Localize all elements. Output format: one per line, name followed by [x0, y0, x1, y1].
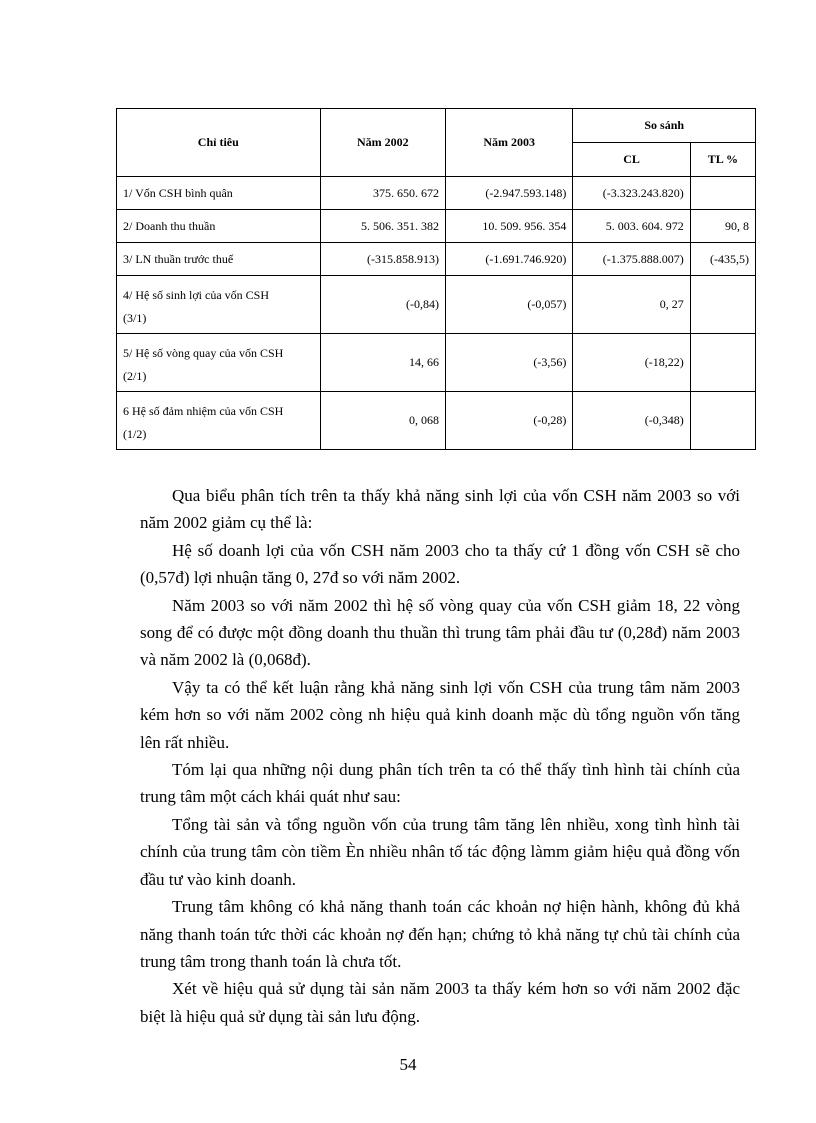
- cell-2002: (-0,84): [320, 276, 445, 334]
- cell-2003: (-0,057): [446, 276, 573, 334]
- paragraph: Vậy ta có thể kết luận rằng khả năng sinh lợi vốn CSH của trung tâm năm 2003 kém hơn so với năm 2002 còng nh hiệu quả kinh doanh mặc dù tổng nguồn vốn tăng lên rất nhiều.: [140, 677, 740, 752]
- paragraph: Tổng tài sản và tổng nguồn vốn của trung tâm tăng lên nhiều, xong tình hình tài chính của trung tâm còn tiềm Èn nhiều nhân tố tác động làmm giảm hiệu quả đồng vốn đầu tư vào kinh doanh.: [140, 814, 740, 889]
- cell-2002: 5. 506. 351. 382: [320, 210, 445, 243]
- header-year-2003: Năm 2003: [446, 109, 573, 177]
- row-label-cell: [117, 392, 321, 450]
- cell-cl: (-0,348): [573, 392, 690, 450]
- analysis-body-text: [140, 482, 740, 1030]
- cell-tl: [690, 334, 755, 392]
- row-label: 3/ LN thuần trước thuế: [117, 243, 321, 276]
- cell-cl: 0, 27: [573, 276, 690, 334]
- cell-tl: [690, 177, 755, 210]
- row-label: 4/ Hệ số sinh lợi của vốn CSH: [123, 287, 270, 302]
- paragraph: Qua biểu phân tích trên ta thấy khả năng sinh lợi của vốn CSH năm 2003 so với năm 2002 giảm cụ thể là:: [140, 486, 740, 533]
- cell-2003: (-2.947.593.148): [446, 177, 573, 210]
- table-row: [117, 334, 756, 392]
- paragraph: Tóm lại qua những nội dung phân tích trên ta có thể thấy tình hình tài chính của trung tâm một cách khái quát như sau:: [140, 760, 740, 807]
- cell-2003: (-0,28): [446, 392, 573, 450]
- table-row: [117, 210, 756, 243]
- cell-2002: 14, 66: [320, 334, 445, 392]
- row-label-formula: (3/1): [123, 310, 147, 325]
- row-label: 1/ Vốn CSH bình quân: [117, 177, 321, 210]
- row-label-formula: (2/1): [123, 368, 147, 383]
- paragraph: Hệ số doanh lợi của vốn CSH năm 2003 cho ta thấy cứ 1 đồng vốn CSH sẽ cho (0,57đ) lợi nhuận tăng 0, 27đ so với năm 2002.: [140, 540, 740, 588]
- row-label: 5/ Hệ số vòng quay của vốn CSH: [123, 345, 284, 360]
- cell-2003: 10. 509. 956. 354: [446, 210, 573, 243]
- cell-2002: 375. 650. 672: [320, 177, 445, 210]
- header-compare: So sánh: [573, 109, 756, 143]
- cell-tl: [690, 276, 755, 334]
- table-row: [117, 177, 756, 210]
- header-indicator: Chỉ tiêu: [117, 109, 321, 177]
- cell-cl: (-1.375.888.007): [573, 243, 690, 276]
- header-cl: CL: [573, 143, 690, 177]
- cell-2002: 0, 068: [320, 392, 445, 450]
- paragraph: Năm 2003 so với năm 2002 thì hệ số vòng quay của vốn CSH giảm 18, 22 vòng song để có được một đồng doanh thu thuần thì trung tâm phải đầu tư (0,28đ) năm 2003 và năm 2002 là (0,068đ).: [140, 595, 740, 670]
- table-row: [117, 243, 756, 276]
- cell-2003: (-1.691.746.920): [446, 243, 573, 276]
- cell-tl: 90, 8: [690, 210, 755, 243]
- row-label: 2/ Doanh thu thuần: [117, 210, 321, 243]
- row-label-formula: (1/2): [123, 426, 147, 441]
- cell-cl: (-18,22): [573, 334, 690, 392]
- cell-cl: (-3.323.243.820): [573, 177, 690, 210]
- row-label-cell: [117, 276, 321, 334]
- table-row: [117, 276, 756, 334]
- page-number: 54: [399, 1055, 417, 1074]
- cell-tl: [690, 392, 755, 450]
- header-tl: TL %: [690, 143, 755, 177]
- paragraph: Trung tâm không có khả năng thanh toán các khoản nợ hiện hành, không đủ khả năng thanh toán tức thời các khoản nợ đến hạn; chứng tỏ khả năng tự chủ tài chính của trung tâm trong thanh toán là chưa tốt.: [140, 897, 740, 971]
- cell-2003: (-3,56): [446, 334, 573, 392]
- row-label-cell: [117, 334, 321, 392]
- cell-cl: 5. 003. 604. 972: [573, 210, 690, 243]
- header-year-2002: Năm 2002: [320, 109, 445, 177]
- cell-2002: (-315.858.913): [320, 243, 445, 276]
- paragraph: Xét về hiệu quả sử dụng tài sản năm 2003 ta thấy kém hơn so với năm 2002 đặc biệt là hiệu quả sử dụng tài sản lưu động.: [140, 979, 740, 1026]
- row-label: 6 Hệ số đảm nhiệm của vốn CSH: [123, 403, 284, 418]
- cell-tl: (-435,5): [690, 243, 755, 276]
- table-row: [117, 392, 756, 450]
- capital-efficiency-table: [116, 108, 756, 450]
